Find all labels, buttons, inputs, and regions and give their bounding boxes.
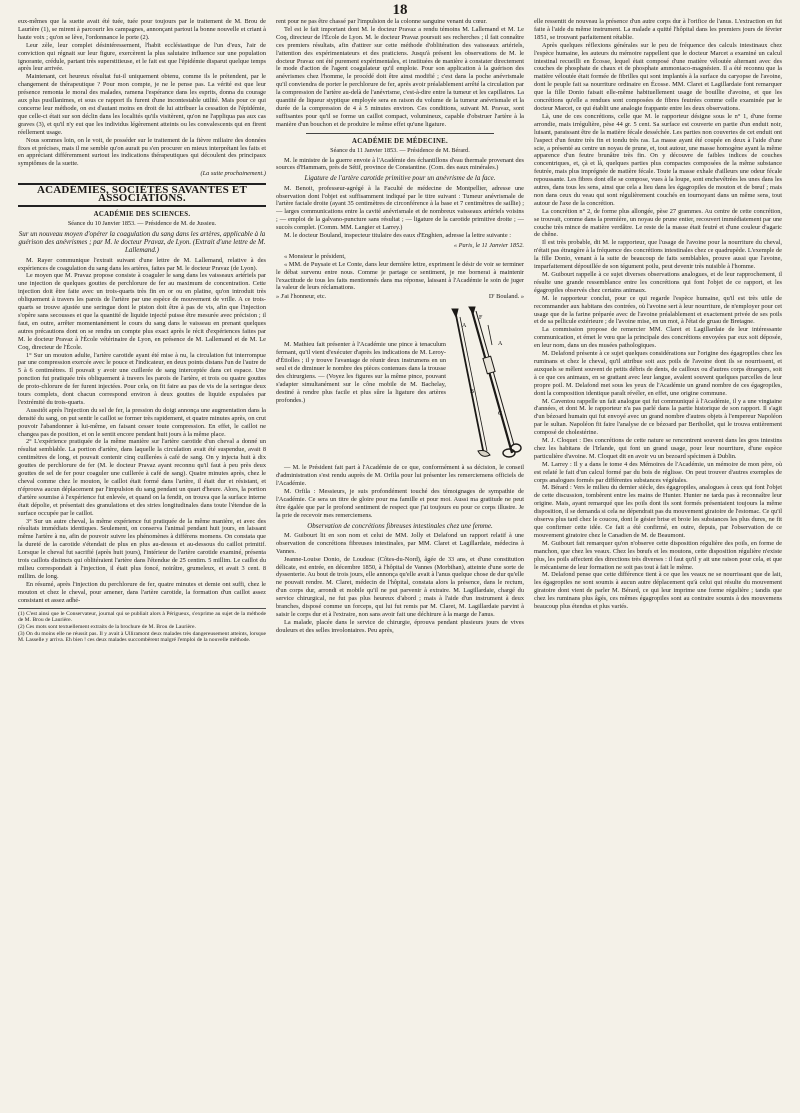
- columns: [18, 18, 782, 1103]
- paragraph: La commission propose de remercier MM. Claret et Lagillardaie de leur intéressante communication, et émet le vœu que la principale des concrétions envoyées par eux soit déposée, en leur nom, dans un des musées pathologiques.: [534, 326, 782, 350]
- paragraph: rent pour ne pas être chassé par l'impulsion de la colonne sanguine venant du cœur.: [276, 18, 487, 25]
- session-line: Séance du 10 Janvier 1853. — Présidence de M. de Jussieu.: [67, 219, 217, 227]
- column-2: [276, 18, 524, 1103]
- paragraph: Après quelques réflexions générales sur le peu de fréquence des calculs intestinaux chez l'espèce humaine, les auteurs du mémoire rappellent que le docteur Marcet a examiné un calcul intestinal recueilli en Écosse, lequel était composé d'une matière véloutée alternant avec des couches de phosphate de chaux et de phosphate ammoniaco-magnésien. Il a été reconnu que la matière véloutée était formée de fibrilles qui sont implantés à la surface du caryopse de l'avoine, dont le peuple fait sa nourriture ordinaire en Écosse. MM. Claret et Lagillardaie font remarquer que la fille Donio faisait elle-même habituellement usage de bouillie d'avoine, et que les concrétions qu'elle a rendues sont composées de fibres feutrées comme celle examinée par le docteur Marcet, ce qui établit une analogie frappante entre les deux observations.: [534, 41, 782, 112]
- session-line: Séance du 11 Janvier 1853. — Présidence de M. Bérard.: [330, 146, 470, 154]
- continued-note: (La suite prochainement.): [200, 170, 266, 178]
- paragraph: « MM. de Puysaie et Le Conte, dans leur dernière lettre, expriment le désir de voir se terminer le débat survenu entre nous. Comme je partage ce sentiment, je me bornerai à maintenir l'exactitude de tous les faits mentionnés dans ma réponse, laissant à l'Académie le soin de juger la valeur de leurs réclamations.: [276, 260, 524, 292]
- figure-label-f: F: [479, 315, 483, 322]
- paragraph: M. Delafond présente à ce sujet quelques considérations sur l'origine des égagropiles chez les ruminans et chez le cheval, qu'il attribue soit aux poils de l'avoine dont ils se nourrissent, et auxquels se mêlent souvent de petits débris de dents, de cailloux ou d'autres corps étrangers, soit à ce que ces animaux, en se grattant avec leur langue, avalent souvent quelques parcelles de leur propre poil. M. Delafond met sous les yeux de l'Académie un grand nombre de ces égagropiles, dont la composition identique paraît révéler, en effet, une origine commune.: [534, 350, 782, 397]
- figure-label-a: A: [462, 323, 467, 330]
- paragraph: M. Benoit, professeur-agrégé à la Faculté de médecine de Montpellier, adresse une observation dont l'objet est suffisamment indiqué par le titre suivant : Tumeur anévrismale de l'artère faciale droite (ayant 35 centimètres de circonférence à la base et 7 centimètres de saillie) ; — larges communications entre la cavité anévrismale et de nombreux vaisseaux artériels voisins ; — emploi de la galvano-puncture sans résultat ; — ligature de la carotide primitive droite ; — succès complet. (Comm. MM. Langier et Larrey.): [276, 184, 524, 232]
- paragraph: M. Bérard : Vers le milieu du dernier siècle, des égagropiles, analogues à ceux qui font l'objet de cette discussion, tombèrent entre les mains de Hunter. Hunter ne tarda pas à reconnaître leur origine. Mais, ayant remarqué que les poils dont ils sont formés présentaient toujours la même disposition, il se demanda si cela ne dépendrait pas du mouvement giratoire de l'estomac. Ce qu'il observa plus tard chez le coucou, dont le gésier brise et broie les substances les plus dures, ne fit que confirmer cette idée. Ce fait a été confirmé, en outre, depuis, par l'observation de ce mouvement giratoire chez le Canadien de M. de Beaumont.: [534, 484, 782, 539]
- paragraph: — M. le Président fait part à l'Académie de ce que, conformément à sa décision, le conseil d'administration s'est rendu auprès de M. Orfila pour lui présenter les remerciemens officiels de l'Académie.: [276, 464, 524, 488]
- divider: [306, 133, 494, 134]
- footnote: (1) C'est ainsi que le Conservateur, journal qui se publiait alors à Périgueux, s'exprime au sujet de la méthode de M. Brou de Laurière.: [18, 610, 266, 624]
- academy-heading: ACADÉMIE DES SCIENCES.: [93, 210, 191, 218]
- paragraph: Tel est le fait important dont M. le docteur Pravaz a rendu témoins M. Lallemand et M. Le Coq, directeur de l'École de Lyon. M. le docteur Pravaz poursuit ses recherches ; il fait connaître ces premiers résultats, afin d'attirer sur cette méthode d'oblitération des vaisseaux artériels, l'attention des expérimentateurs et des praticiens. Jusqu'à présent les observations de M. le docteur Pravaz ont été purement expérimentales, et instituées de manière à constater directement le mode d'action de l'agent coagulateur qu'il emploie. Pour son application à la guérison des anévrismes chez l'homme, le procédé doit être ainsi modifié ; c'est dans la poche anévrismale qu'il conviendra de porter le perchlorure de fer, après avoir préalablement arrêté la circulation par la compression de l'artère au-delà de l'anévrisme, c'est-à-dire entre la tumeur et les capillaires. La quantité de liqueur styptique employée sera en raison du volume de la tumeur anévrismale et la durée de la compression de 4 à 5 minutes environ. Ces conditions, suivant M. Pravaz, sont suffisantes pour qu'il se forme un caillot compact, volumineux, capable d'obstruer l'artère à la manière d'un bouchon et de produire le même effet qu'une ligature.: [276, 25, 524, 128]
- paragraph: M. le rapporteur conclut, pour ce qui regarde l'espèce humaine, qu'il est très utile de recommander aux habitans des contrées, où l'avoine sert à leur nourriture, de n'employer pour cet usage que de la farine préparée avec de l'avoine préalablement et exactement privée de ses poils et de sa pellicule extérieure ; de l'avoine mise, en un mot, à l'état de gruau de Bretagne.: [534, 294, 782, 326]
- paragraph: Jeanne-Louise Donio, de Loudeac (Côtes-du-Nord), âgée de 33 ans, et d'une constitution délicate, est entrée, en décembre 1850, à l'hôpital de Vannes (Morbihan), atteinte d'une sorte de dyssenterie. Au bout de trois jours, elle annonça qu'elle avait à l'anus quelque chose de dur qu'elle ne pouvait rendre. M. Claret, médecin de l'hôpital, constata alors la présence, dans le rectum, d'un corps dur, arrondi et mobile qu'il ne put parvenir à extraire. M. Lagillardaie, chargé du service chirurgical, ne fut pas plus heureux d'abord ; mais à l'aide d'un instrument à deux branches, disposé comme un forceps, qui lui fut remis par M. Claret, M. Lagillardaie parvint à saisir le corps dur et à l'extraire, non sans avoir fait une déchirure à la marge de l'anus.: [276, 555, 524, 618]
- paragraph: M. Orfila : Messieurs, je suis profondément touché des témoignages de sympathie de l'Académie. Ce sera un titre de gloire pour ma famille et pour moi. Aussi ma gratitude ne peut être égalée que par le profond sentiment de respect que j'ai toujours eu pour ce corps illustre. Je la prie de recevoir mes remerciemens.: [276, 488, 524, 519]
- paragraph: La malade, placée dans le service de chirurgie, éprouva pendant plusieurs jours de vives douleurs et des selles involontaires. Peu après,: [276, 618, 524, 634]
- paragraph: eux-mêmes que la suette avait été tuée, tuée pour toujours par le traitement de M. Brou de Laurière (1), se mirent à parcourir les campagnes, annonçant partout la bonne nouvelle et criant à haute voix ; qu'on se lève, l'ordonnance le porte (2).: [18, 18, 266, 41]
- paragraph: M. Delafond pense que cette différence tient à ce que les veaux ne se nourrissant que de lait, les égagropiles ne sont soumis à aucun autre déplacement qu'à celui qui résulte du mouvement giratoire dont vient de parler M. Bérard, ce qui leur imprime une forme régulière ; tandis que chez les ruminans plus âgés, ces mêmes égagropiles sont au contraire soumis à des mouvemens beaucoup plus étendus et plus variés.: [534, 571, 782, 611]
- footnotes: [18, 608, 266, 645]
- paragraph: Maintenant, cet heureux résultat fut-il uniquement obtenu, comme ils le prétendent, par le changement de thérapeutique ? Pour mon compte, je ne le pense pas. La vérité est que leur présence remonta le moral des malades, ramena l'espérance dans les esprits, donna du courage aux plus pusillanimes, et sous ce rapport ils furent d'une incontestable utilité. Mais pour ce qui concerne leur méthode, on est d'autant moins en droit de lui attribuer la cessation de l'épidémie, que celle-ci était sur son déclin dans les localités qu'ils visitèrent, qu'on ne l'appliqua pas aux cas graves (3), et qu'il n'y eut que les individus légèrement atteints ou les convalescents qui en firent réellement usage.: [18, 73, 266, 136]
- paragraph: Aussitôt après l'injection du sel de fer, la pression du doigt annonça une augmentation dans la densité du sang, on put sentir le caillot se former très rapidement, et quatre minutes après, on crut pouvoir l'abandonner à lui-même, en faisant cesser toute compression. En effet, le caillot ne changea pas de position, et on le sentit encore pendant huit jours à la même place.: [18, 406, 266, 438]
- paragraph: M. le docteur Bouland, inspecteur titulaire des eaux d'Enghien, adresse la lettre suivante :: [284, 232, 511, 240]
- article-title: Sur un nouveau moyen d'opérer la coagulation du sang dans les artères, applicable à la guérison des anévrismes ; par M. le docteur Pravaz, de Lyon. (Extrait d'une lettre de M. Lallemand.): [18, 229, 266, 255]
- letter-signature: [276, 293, 524, 301]
- paragraph: La concrétion n° 2, de forme plus allongée, pèse 27 grammes. Au centre de cette concrétion, se trouvait, comme dans la première, un noyau de prune entier, recouvert immédiatement par une couche très mince de matière verdâtre. Le reste de la masse était feutré et d'une couleur d'agaric de chêne.: [534, 207, 782, 239]
- academy-heading: ACADÉMIE DE MÉDECINE.: [352, 137, 448, 145]
- paragraph: « Monsieur le président,: [284, 252, 346, 260]
- paragraph: elle ressentit de nouveau la présence d'un autre corps dur à l'orifice de l'anus. L'extraction en fut faite à l'aide du même instrument. La malade a quitté l'hôpital dans les premiers jours de février 1851, se trouvant parfaitement rétablie.: [534, 18, 782, 41]
- paragraph: En résumé, après l'injection du perchlorure de fer, quatre minutes et demie ont suffi, chez le mouton et chez le cheval, pour amener, dans l'artère carotide, la formation d'un caillot assez consistant et assez adhé-: [18, 580, 266, 604]
- page-number: 18: [392, 2, 408, 18]
- paragraph: Le moyen que M. Pravaz propose consiste à coaguler le sang dans les vaisseaux artériels par une injection de quelques gouttes de perchlorure de fer au maximum de concentration. Cette injection doit être faite avec un trois-quarts très fin en or ou en platine, qu'on introduit très obliquement à travers les parois de l'artère par une espèce de mouvement de vrille. A ce trois-quarts se trouve ajustée une seringue dont le piston doit être à pas de vis, afin que l'injection s'opère sans secousses et que la quantité de liquide injecté puisse être mesurée avec précision ; il faut, en outre, arrêter momentanément le cours du sang dans le vaisseau en prenant quelques autres précautions dont on se rendra un compte plus exact après le récit d'expériences faites par M. le docteur Pravaz à l'École vétérinaire de Lyon, en présence de M. Lallemand et de M. Le Coq, directeur de l'École.: [18, 272, 266, 351]
- paragraph: M. J. Cloquet : Des concrétions de cette nature se rencontrent souvent dans les gros intestins chez les habitans de l'Irlande, qui font un grand usage, pour leur nourriture, d'une espèce particulière d'avoine. M. Cloquet dit en avoir vu un bezoard spécimen à Dublin.: [534, 437, 782, 460]
- article-title: Ligature de l'artère carotide primitive pour un anévrisme de la face.: [304, 174, 496, 183]
- paragraph: M. Mathieu fait présenter à l'Académie une pince à tenaculum fermant, qu'il vient d'exécuter d'après les indications de M. Leroy-d'Étiolles ; il y trouve l'avantage de réunir deux instrumens en un seul et de diminuer le nombre des pièces contenues dans la trousse des chirurgiens. — (Voyez les figures sur la même pince, pouvant s'adapter simultanément sur le cône mobile de M. Bachelay, destiné à rendre plus facile et plus sûre la ligature des artères profondes.): [276, 341, 446, 404]
- paragraph: 3° Sur un autre cheval, la même expérience fut pratiquée de la même manière, et avec des résultats immédiats identiques. Seulement, on conserva l'animal pendant huit jours, en laissant même l'artère à nu, afin de pouvoir suivre les phénomènes à différens momens. On constata que la dureté de la carotide s'étendait de plus en plus au-dessus et au-dessous du caillot primitif. Lorsque le cheval fut sacrifié (après huit jours), l'intérieur de l'artère carotide examiné, présenta trois caillots distincts qui oblitéraient l'artère dans l'étendue de 25 centim. 5 millim. Le caillot du milieu correspondait à l'injection, il était plus foncé, noirâtre, grumeleux, et avait 3 cent. 8 millim. de long.: [18, 517, 266, 580]
- paragraph: Il est très probable, dit M. le rapporteur, que l'usage de l'avoine pour la nourriture du cheval, n'était pas étrangère à la fréquence des concrétions intestinales chez ce quadrupède. L'exemple de la fille Donio, venant à la suite de beaucoup de faits semblables, prouve aussi que l'avoine, imparfaitement dépouillée de son tégument poilu, peut devenir très nuisible à l'homme.: [534, 239, 782, 271]
- paragraph: Leur zèle, leur complet désintéressement, l'habit ecclésiastique de l'un d'eux, l'air de conviction qui régnait sur leur figure, exercèrent la plus salutaire influence sur une population ignorante, crédule, partant très superstitieuse, et le fait est que l'épidémie disparut quelque temps après leur arrivée.: [18, 41, 266, 73]
- paragraph: M. Guibourt lit en son nom et celui de MM. Jolly et Delafond un rapport relatif à une observation de concrétions fibreuses intestinales, par MM. Claret et Lagillardaie, médecins à Vannes.: [276, 531, 524, 555]
- figure-label-b: B: [470, 389, 475, 396]
- forceps-figure: [276, 305, 524, 460]
- footnote: (3) On du moins elle ne réussit pas. Il y avait à Ulliramont deux malades très dangereusement atteints, lorsque M. Lasselle y arriva. Eh bien ! ces deux malades succombèrent malgré l'emploi de la nouvelle méthode.: [18, 630, 266, 644]
- letter-close: » J'ai l'honneur, etc.: [276, 293, 327, 301]
- figure-label-a: A: [498, 341, 503, 348]
- paragraph: Nous sommes loin, on le voit, de posséder sur le traitement de la fièvre miliaire des données fixes et précises, mais il me semble qu'on aurait pu s'en procurer en mieux interprétant les faits et en appréciant différemment surtout les indications thérapeutiques qui découlent des principaux symptômes de la suette.: [18, 136, 266, 168]
- figure-side-text: [276, 305, 446, 460]
- paragraph: M. Guibourt rappelle à ce sujet diverses observations analogues, et de leur rapprochement, il résulte une grande ressemblance entre les concrétions qui font l'objet de ce rapport, et les égagropiles observés chez certains animaux.: [534, 271, 782, 294]
- paragraph: Là, une de ces concrétions, celle que M. le rapporteur désigne sous le n° 1, d'une forme arrondie, mais irrégulière, pèse 44 gr. 5 cent. Sa surface est couverte en partie d'un enduit noir, luisant, paraissant être de la matière fécale desséchée. Les parties non couvertes de cet enduit ont l'aspect d'un feutre très fin et tondu très ras. La masse ayant été coupée en deux à l'aide d'une scie, a présenté au centre un noyau de prune, et, tout autour, une masse homogène ayant la même apparence d'un feutre brunâtre très fin. On y découvre de faibles indices de couches concentriques, et, çà et là, quelques parties plus compactes composées de la même substance feutrée, mais plus imprégnée de matière fécale. Toute la masse exhale d'ailleurs une odeur fécale repoussante. Les fibres dont elle se compose, vues à la loupe, sont enchevêtrées les unes dans les autres, dans tous les sens, ainsi que cela a lieu dans les égagropiles de mouton et de bœuf ; mais non dans ceux du veau qui sont régulièrement couchés en tournoyant dans un même sens, tout autour de l'axe de la concrétion.: [534, 112, 782, 207]
- paragraph: M. Guibourt fait remarquer qu'on n'observe cette disposition régulière des poils, en forme de manchon, que chez les veaux. Chez les bœufs et les moutons, cette disposition régulière n'existe plus, les poils affectent des directions très diverses : il faut qu'il y ait une raison pour cela, et que le mécanisme de leur formation ne soit pas tout à fait le même.: [534, 539, 782, 571]
- paragraph: M. Caventou rappelle un fait analogue qui fut communiqué à l'Académie, il y a une vingtaine d'années, et dont M. le rapporteur n'a pas parlé dans la partie historique de son rapport. Il s'agit d'un bézoard humain qui fut envoyé avec un grand nombre d'autres objets à l'empereur Napoléon par le sultan. Napoléon fit faire l'analyse de ce bézoard par Berthollet, qui le trouva entièrement composé de cholestérine.: [534, 397, 782, 437]
- column-3: [534, 18, 782, 1103]
- paragraph: 2° L'expérience pratiquée de la même manière sur l'artère carotide d'un cheval a donné un résultat semblable. La portion d'artère, dans laquelle la circulation avait été suspendue, avait 8 centimètres de long, et pouvait contenir cinq cuillerées à café de sang. On y injecta huit à dix gouttes de perchlorure de fer (M. le docteur Pravaz ayant reconnu qu'il faut à peu près deux gouttes de sel de fer pour coaguler une cuillerée à café de sang). Quatre minutes après, chez le cheval comme chez le mouton, le caillot était formé dans l'artère, il était dur et résistant, et n'éprouva aucun déplacement par l'impulsion du sang pendant un quart d'heure. Alors, la portion d'artère soumise à l'expérience fut enlevée, et quand on la fendit, on trouva que la surface interne était dépolie, et présentait des granulations et des stries longitudinales dans toute l'étendue de la surface occupée par le caillot.: [18, 438, 266, 517]
- paragraph: M. Larrey : Il y a dans le tome 4 des Mémoires de l'Académie, un mémoire de mon père, où est relaté le fait d'un calcul formé par du bois de réglisse. On peut trouver d'autres exemples de corps analogues formés par différentes substances végétales.: [534, 460, 782, 484]
- figure-label-c: C: [498, 411, 503, 418]
- footnote: (2) Ces mots sont textuellement extraits de la brochure de M. Brou de Laurière.: [18, 623, 196, 630]
- section-title: ACADÉMIES, SOCIÉTÉS SAVANTES ET ASSOCIATIONS.: [18, 183, 266, 207]
- letter-signer: D' Bouland. »: [488, 293, 524, 301]
- article-title: Observation de concrétions fibreuses intestinales chez une femme.: [307, 521, 493, 530]
- paragraph: M. Rayer communique l'extrait suivant d'une lettre de M. Lallemand, relative à des expériences de coagulation du sang dans les artères, faites par M. le docteur Pravaz (de Lyon).: [18, 256, 266, 272]
- letter-date: « Paris, le 11 Janvier 1852.: [453, 241, 524, 249]
- column-1: [18, 18, 266, 1103]
- paragraph: 1° Sur un mouton adulte, l'artère carotide ayant été mise à nu, la circulation fut interrompue par une compression exercée avec le pouce et l'indicateur, en deux points distans l'un de l'autre de 5 à 6 centimètres. Il pouvait y avoir une cuillerée de sang interceptée dans cet espace. Une ponction fut pratiquée très obliquement à travers les parois de l'artère, et trois ou quatre gouttes de proto-chlorure de fer furent injectées. Pour cela, on fit faire au pas de vis de la seringue deux tours complets, dont chacun correspond environ à deux gouttes de liquide expulsées par l'extrémité du trois-quarts.: [18, 351, 266, 406]
- paragraph: M. le ministre de la guerre envoie à l'Académie des échantillons d'eau thermale provenant des sources d'Hammam, près de Sétif, province de Constantine. (Com. des eaux minérales.): [276, 156, 524, 172]
